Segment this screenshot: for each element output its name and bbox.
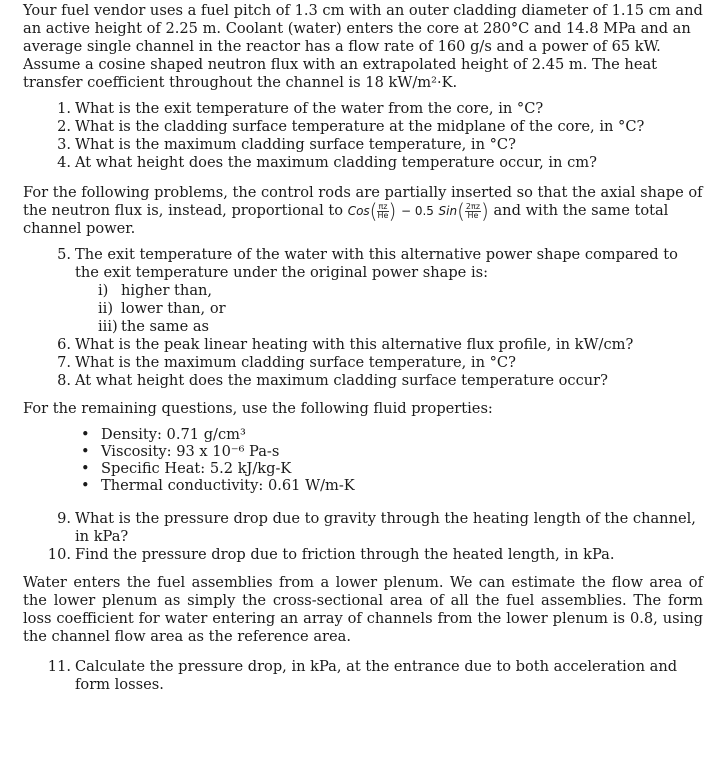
property-text: Density: 0.71 g/cm³ [101,426,246,443]
open-paren: ( [457,199,465,223]
question-number: 10. [47,546,71,563]
question-list-3 [23,336,703,390]
property-text: Specific Heat: 5.2 kJ/kg-K [101,460,292,477]
property-item [23,477,703,494]
q5-option [98,282,703,300]
q5-option [98,300,703,318]
question-text: Calculate the pressure drop, in kPa, at the entrance due to both acceleration and form losses. [75,658,678,693]
cos-denominator: He [377,211,389,220]
close-paren: ) [388,199,397,223]
intro-paragraph: Your fuel vendor uses a fuel pitch of 1.3 cm with an outer cladding diameter of 1.15 cm and an active height of 2.25 m. Coolant (water) enters the core at 280°C and 14.8 MPa and an average single channel in the reactor has a flow rate of 160 g/s and a power of 65 kW. Assume a cosine shaped neutron flux with an extrapolated height of 2.45 m. The heat transfer coefficient throughout the channel is 18 kW/m²·K. [23,2,703,91]
q5-option [98,318,703,336]
question-number: 11. [47,658,71,675]
question-list-4 [23,510,703,564]
close-paren: ) [481,199,489,223]
question-number: 9. [57,510,71,527]
question-text: What is the pressure drop due to gravity through the heating length of the channel, in kPa? [75,510,696,545]
property-item [23,443,703,460]
question-list-1 [23,100,703,172]
question-number: 5. [57,246,71,263]
question-list-2 [23,246,703,282]
property-text: Thermal conductivity: 0.61 W/m-K [101,477,355,494]
sin-fraction [465,203,481,220]
fluid-properties-list [23,426,703,494]
option-label: ii) [98,300,114,317]
section-2-text-before: For the following problems, the control rods are partially inserted so that the axial shape of the neutron flux is, instead, proportional to [23,184,703,219]
option-text: the same as [121,318,210,335]
cos-function: Cos [347,204,370,218]
section-2-paragraph [23,184,703,238]
question-text: Find the pressure drop due to friction through the heated length, in kPa. [75,546,615,563]
question-10 [23,546,703,564]
document [23,2,703,694]
question-text: What is the cladding surface temperature at the midplane of the core, in °C? [75,118,645,135]
open-paren: ( [369,199,378,223]
question-number: 6. [57,336,71,353]
question-6 [23,336,703,354]
question-text: What is the peak linear heating with this alternative flux profile, in kW/cm? [75,336,634,353]
section-3-paragraph: For the remaining questions, use the following fluid properties: [23,400,493,417]
section-2-text-after: and with the same total channel power. [23,202,669,237]
property-item [23,460,703,477]
question-number: 3. [57,136,71,153]
question-text: What is the exit temperature of the water from the core, in °C? [75,100,544,117]
option-text: lower than, or [121,300,226,317]
option-label: iii) [98,318,118,335]
question-text: What is the maximum cladding surface temperature, in °C? [75,354,516,371]
question-number: 7. [57,354,71,371]
question-11 [23,658,703,694]
question-3 [23,136,703,154]
question-text: What is the maximum cladding surface temperature, in °C? [75,136,516,153]
minus-coefficient: − 0.5 [400,204,434,218]
question-number: 8. [57,372,71,389]
question-text: At what height does the maximum cladding temperature occur, in cm? [75,154,597,171]
q5-options [23,282,703,336]
question-5 [23,246,703,282]
question-4 [23,154,703,172]
bullet-icon: • [81,460,90,477]
section-4-paragraph: Water enters the fuel assemblies from a lower plenum. We can estimate the flow area of the lower plenum as simply the cross-sectional area of all the fuel assemblies. The form loss coefficient for water entering an array of channels from the lower plenum is 0.8, using the channel flow area as the reference area. [23,574,703,645]
property-item [23,426,703,443]
question-list-5 [23,658,703,694]
option-label: i) [98,282,109,299]
question-7 [23,354,703,372]
option-text: higher than, [121,282,213,299]
question-number: 4. [57,154,71,171]
cos-numerator: πz [378,202,388,211]
bullet-icon: • [81,477,90,494]
question-2 [23,118,703,136]
bullet-icon: • [81,443,90,460]
property-text: Viscosity: 93 x 10⁻⁶ Pa-s [101,443,280,460]
question-9 [23,510,703,546]
sin-numerator: 2πz [465,202,481,211]
question-number: 1. [57,100,71,117]
question-number: 2. [57,118,71,135]
cos-fraction [377,203,388,220]
bullet-icon: • [81,426,90,443]
sin-function: Sin [438,204,458,218]
question-text: The exit temperature of the water with this alternative power shape compared to the exit temperature under the original power shape is: [75,246,678,281]
question-1 [23,100,703,118]
question-8 [23,372,703,390]
question-text: At what height does the maximum cladding surface temperature occur? [75,372,608,389]
sin-denominator: He [467,211,479,220]
